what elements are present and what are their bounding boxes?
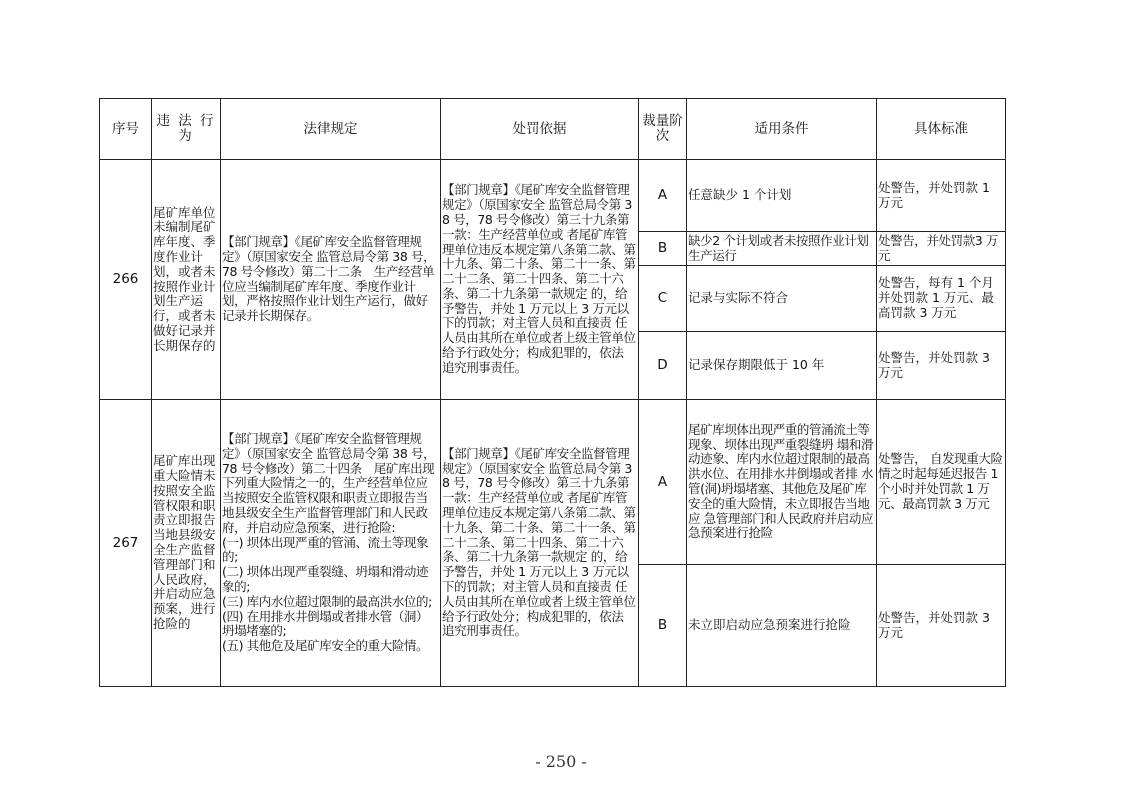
- condition-cell: 记录保存期限低于 10 年: [687, 332, 877, 400]
- condition-cell: 尾矿库坝体出现严重的管涌流土等现象、坝体出现严重裂缝坍 塌和滑动迹象、库内水位超过限制的最高洪水位、在用排水井倒塌或者排 水管(洞)坍塌堵塞、其他危及尾矿库安全的重大险情，未立即报告当地应 急管理部门和人民政府并启动应急预案进行抢险: [687, 400, 877, 565]
- standard-cell: 处警告， 自发现重大险 情之时起每延迟报告 1 个小时并处罚款 1 万元、最高罚款 3 万元: [877, 400, 1006, 565]
- header-law: 法律规定: [221, 99, 441, 160]
- standard-cell: 处警告，并处罚款 3 万元: [877, 565, 1006, 687]
- condition-cell: 记录与实际不符合: [687, 266, 877, 332]
- condition-cell: 任意缺少 1 个计划: [687, 160, 877, 232]
- header-basis: 处罚依据: [441, 99, 639, 160]
- header-level: 裁量阶次: [639, 99, 687, 160]
- row-seq: 267: [100, 400, 152, 687]
- row-basis: 【部门规章】《尾矿库安全监督管理规定》（原国家安全 监管总局令第 38 号，78 号令修改）第三十九条第一款：生产经营单位或 者尾矿库管理单位违反本规定第八条第二款、第十九条、第二十条、第二十一条、第二十二条、第二十四条、第二十六条、第二十九条第一款规定 的，给予警告，并处 1 万元以上 3 万元以下的罚款；对主管人员和直接责 任人员由其所在单位或者上级主管单位给予行政处分；构成犯罪的，依法 追究刑事责任。: [441, 160, 639, 400]
- standard-cell: 处警告，并处罚款3 万元: [877, 232, 1006, 266]
- level-b: B: [639, 565, 687, 687]
- page-number: - 250 -: [535, 752, 587, 771]
- header-condition: 适用条件: [687, 99, 877, 160]
- header-standard: 具体标准: [877, 99, 1006, 160]
- row-behavior: 尾矿库单位未编制尾矿库年度、季度作业计划，或者未按照作业计划生产运行，或者未做好记录并长期保存的: [152, 160, 221, 400]
- table-row: [100, 160, 1006, 232]
- table-row: [100, 400, 1006, 565]
- row-behavior: 尾矿库出现重大险情未按照安全监管权限和职责立即报告当地县级安全生产监督管理部门和人民政府，并启动应急预案，进行抢险的: [152, 400, 221, 687]
- row-law: 【部门规章】《尾矿库安全监督管理规定》（原国家安全 监管总局令第 38 号，78 号令修改）第二十四条 尾矿库出现下列重大险情之一的，生产经营单位应当按照安全监管权限和职责立即报告当地县级安全生产监督管理部门和人民政府，并启动应急预案，进行抢险: (一) 坝体出现严重的管涌、流土等现象的; (二) 坝体出现严重裂缝、坍塌和滑动迹象的; (三) 库内水位超过限制的最高洪水位的; (四) 在用排水井倒塌或者排水管（洞）坍塌堵塞的; (五) 其他危及尾矿库安全的重大险情。: [221, 400, 441, 687]
- level-a: A: [639, 400, 687, 565]
- condition-cell: 未立即启动应急预案进行抢险: [687, 565, 877, 687]
- row-seq: 266: [100, 160, 152, 400]
- standard-cell: 处警告，并处罚款 1 万元: [877, 160, 1006, 232]
- level-b: B: [639, 232, 687, 266]
- level-c: C: [639, 266, 687, 332]
- row-law: 【部门规章】《尾矿库安全监督管理规定》（原国家安全 监管总局令第 38 号，78 号令修改）第二十二条 生产经营单位应当编制尾矿库年度、季度作业计划，严格按照作业计划生产运行，做好记录并长期保存。: [221, 160, 441, 400]
- standard-cell: 处警告，并处罚款 3 万元: [877, 332, 1006, 400]
- header-row: [100, 99, 1006, 160]
- penalty-table: [99, 98, 1006, 687]
- level-a: A: [639, 160, 687, 232]
- row-basis: 【部门规章】《尾矿库安全监督管理规定》（原国家安全 监管总局令第 38 号，78 号令修改）第三十九条第一款：生产经营单位或 者尾矿库管理单位违反本规定第八条第二款、第十九条、第二十条、第二十一条、第二十二条、第二十四条、第二十六条、第二十九条第一款规定 的，给予警告，并处 1 万元以上 3 万元以下的罚款；对主管人员和直接责 任人员由其所在单位或者上级主管单位给予行政处分；构成犯罪的，依法 追究刑事责任。: [441, 400, 639, 687]
- condition-cell: 缺少2 个计划或者未按照作业计划生产运行: [687, 232, 877, 266]
- header-behavior: 违 法 行为: [152, 99, 221, 160]
- level-d: D: [639, 332, 687, 400]
- header-seq: 序号: [100, 99, 152, 160]
- standard-cell: 处警告，每有 1 个月并处罚款 1 万元、最高罚款 3 万元: [877, 266, 1006, 332]
